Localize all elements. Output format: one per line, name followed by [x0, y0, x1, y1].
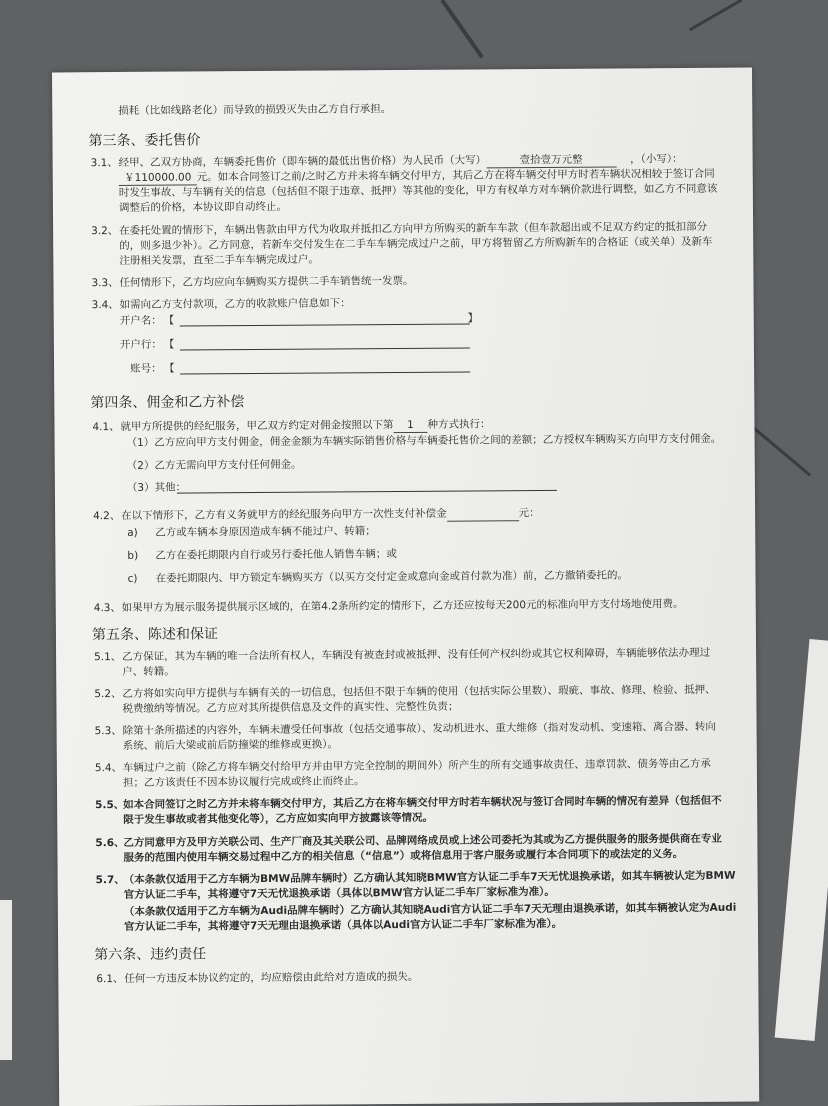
clause-4-1: 4.1、就甲方所提供的经纪服务，甲乙双方约定对佣金按照以下第 1 种方式执行： — [92, 418, 491, 434]
floor-tile-seam — [440, 0, 483, 58]
account-name-field[interactable] — [180, 324, 470, 327]
clause-5-4-line2: 担；乙方该责任不因本协议履行完成或终止而终止。 — [122, 775, 365, 789]
commission-option-choice: 1 — [393, 418, 427, 433]
clause-3-2-line3: 注册相关发票，直至二手车车辆完成过户。 — [119, 253, 319, 267]
clause-3-4: 3.4、如需向乙方支付款项，乙方的收款账户信息如下： — [91, 297, 351, 312]
clause-3-3: 3.3、任何情形下，乙方均应向车辆购买方提供二手车销售统一发票。 — [91, 274, 414, 290]
clause-4-2: 4.2、在以下情形下，乙方有义务就甲方的经纪服务向甲方一次性支付补偿金 元： — [93, 507, 540, 523]
clause-4-3: 4.3、如果甲方为展示服务提供展示区域的，在第4.2条所约定的情形下，乙方还应按每天200元的标准向甲方支付场地使用费。 — [93, 598, 684, 615]
clause-5-6-line2: 服务的范围内使用车辆交易过程中乙方的相关信息（“信息”）或将信息用于客户服务或履行本合同项下的或法定的义务。 — [123, 848, 684, 864]
clause-3-1-line2: ￥110000.00 元。如本合同签订之前/之时乙方并未将车辆交付甲方，其后乙方在将车辆交付甲方时若车辆状况相较于签订合同 — [119, 167, 715, 186]
clause-5-3-line1: 5.3、除第十条所描述的内容外，车辆未遭受任何事故（包括交通事故）、发动机进水、重大维修（指对发动机、变速箱、离合器、转向 — [94, 720, 716, 738]
clause-6-1: 6.1、任何一方违反本协议约定的，均应赔偿由此给对方造成的损失。 — [96, 970, 419, 986]
price-in-figures: ￥110000.00 — [119, 170, 197, 186]
clause-5-5-line2: 限于发生事故或者其他变化等），乙方应如实向甲方披露该等情况。 — [123, 811, 434, 826]
clause-3-1-line3: 时发生事故、与车辆有关的信息（包括但不限于违章、抵押）等其他的变化，甲方有权单方对车辆价款进行调整，如乙方不同意该 — [118, 182, 718, 199]
account-number-label: 账号： — [130, 362, 162, 375]
account-name-label: 开户名： — [119, 314, 162, 327]
contract-page — [52, 68, 759, 1106]
clause-5-7-line2: 官方认证二手车，其将遵守7天无忧退换承诺（具体以BMW官方认证二手车厂家标准为准）。 — [123, 885, 555, 901]
bracket-left: 【 — [163, 314, 175, 327]
account-bank-label: 开户行： — [119, 338, 162, 351]
commission-option-3: （3）其他： — [126, 481, 187, 494]
price-in-words: 壹拾壹万元整 — [486, 153, 616, 169]
clause-5-5-line1: 5.5、如本合同签订之时乙方并未将车辆交付甲方，其后乙方在将车辆交付甲方时若车辆状况与签订合同时车辆的情况有差异（包括但不 — [95, 794, 722, 812]
adjacent-paper-left — [0, 900, 12, 1060]
clause-5-6-line1: 5.6、乙方同意甲方及甲方关联公司、生产厂商及其关联公司、品牌网络成员或上述公司委托为其或为乙方提供服务的服务提供商在专业 — [95, 832, 722, 850]
floor-tile-seam — [751, 425, 811, 476]
bracket-right: 】 — [467, 312, 479, 325]
continued-line: 损耗（比如线路老化）而导致的损毁灭失由乙方自行承担。 — [118, 103, 392, 117]
section-3-title: 第三条、委托售价 — [88, 132, 201, 150]
clause-5-2-line1: 5.2、乙方将如实向甲方提供与车辆有关的一切信息，包括但不限于车辆的使用（包括实际公里数）、瑕疵、事故、修理、检验、抵押、 — [94, 683, 716, 701]
section-4-title: 第四条、佣金和乙方补偿 — [90, 394, 245, 412]
item-c-label: c) — [127, 572, 138, 585]
account-number-field[interactable] — [180, 372, 470, 375]
commission-other-field[interactable] — [177, 490, 557, 494]
commission-option-2: （2）乙方无需向甲方支付任何佣金。 — [126, 458, 302, 472]
clause-5-3-line2: 系统、前后大梁或前后防撞梁的维修或更换）。 — [122, 738, 338, 752]
clause-3-2-line1: 3.2、在委托处置的情形下，车辆出售款由甲方代为收取并抵扣乙方向甲方所购买的新车车款（但车款超出或不足双方约定的抵扣部分 — [91, 220, 708, 238]
item-b-label: b) — [127, 549, 139, 562]
clause-5-7-line3: （本条款仅适用于乙方车辆为Audi品牌车辆时）乙方确认其知晓Audi官方认证二手车7天无理由退换承诺，如其车辆被认定为Audi — [123, 901, 737, 918]
commission-option-1: （1）乙方应向甲方支付佣金，佣金金额为车辆实际销售价格与车辆委托售价之间的差额；乙方授权车辆购买方向甲方支付佣金。 — [126, 432, 722, 449]
section-5-title: 第五条、陈述和保证 — [91, 626, 218, 644]
item-b-text: 乙方在委托期限内自行或另行委托他人销售车辆；或 — [155, 548, 397, 562]
account-bank-field[interactable] — [180, 348, 470, 351]
item-a-label: a) — [127, 526, 138, 539]
clause-5-7-line1: 5.7、（本条款仅适用于乙方车辆为BMW品牌车辆时）乙方确认其知晓BMW官方认证二手车7天无忧退换承诺，如其车辆被认定为BMW — [95, 869, 736, 887]
clause-5-4-line1: 5.4、车辆过户之前（除乙方将车辆交付给甲方并由甲方完全控制的期间外）所产生的所有交通事故责任、违章罚款、债务等由乙方承 — [94, 757, 711, 775]
clause-5-7-line4: 官方认证二手车，其将遵守7天无理由退换承诺（具体以Audi官方认证二手车厂家标准为准）。 — [123, 917, 563, 933]
item-a-text: 乙方或车辆本身原因造成车辆不能过户、转籍； — [155, 525, 376, 539]
clause-5-2-line2: 税费缴纳等情况。乙方应对其所提供信息及文件的真实性、完整性负责； — [122, 700, 459, 715]
adjacent-paper-right — [775, 639, 828, 1041]
clause-5-1-line2: 户、转籍。 — [122, 665, 175, 678]
clause-3-2-line2: 的，则多退少补）。乙方同意，若新车交付发生在二手车车辆完成过户之前，甲方将暂留乙方所购新车的合格证（或关单）及新车 — [119, 235, 713, 252]
floor-tile-seam — [689, 0, 742, 31]
clause-3-1-line4: 调整后的价格，本协议即自动终止。 — [118, 200, 287, 214]
clause-5-1-line1: 5.1、乙方保证，其为车辆的唯一合法所有权人，车辆没有被查封或被抵押、没有任何产权纠纷或其它权利障碍，车辆能够依法办理过 — [94, 646, 711, 664]
bracket-left: 【 — [164, 362, 175, 375]
section-6-title: 第六条、违约责任 — [94, 946, 207, 964]
clause-3-1-line1: 3.1、经甲、乙双方协商，车辆委托售价（即车辆的最低出售价格）为人民币（大写） 壹拾壹万元整 ，（小写）： — [90, 153, 683, 170]
item-c-text: 在委托期限内、甲方锁定车辆购买方（以买方交付定金或意向金或首付款为准）前，乙方撤销委托的。 — [155, 569, 629, 585]
bracket-left: 【 — [163, 338, 175, 351]
